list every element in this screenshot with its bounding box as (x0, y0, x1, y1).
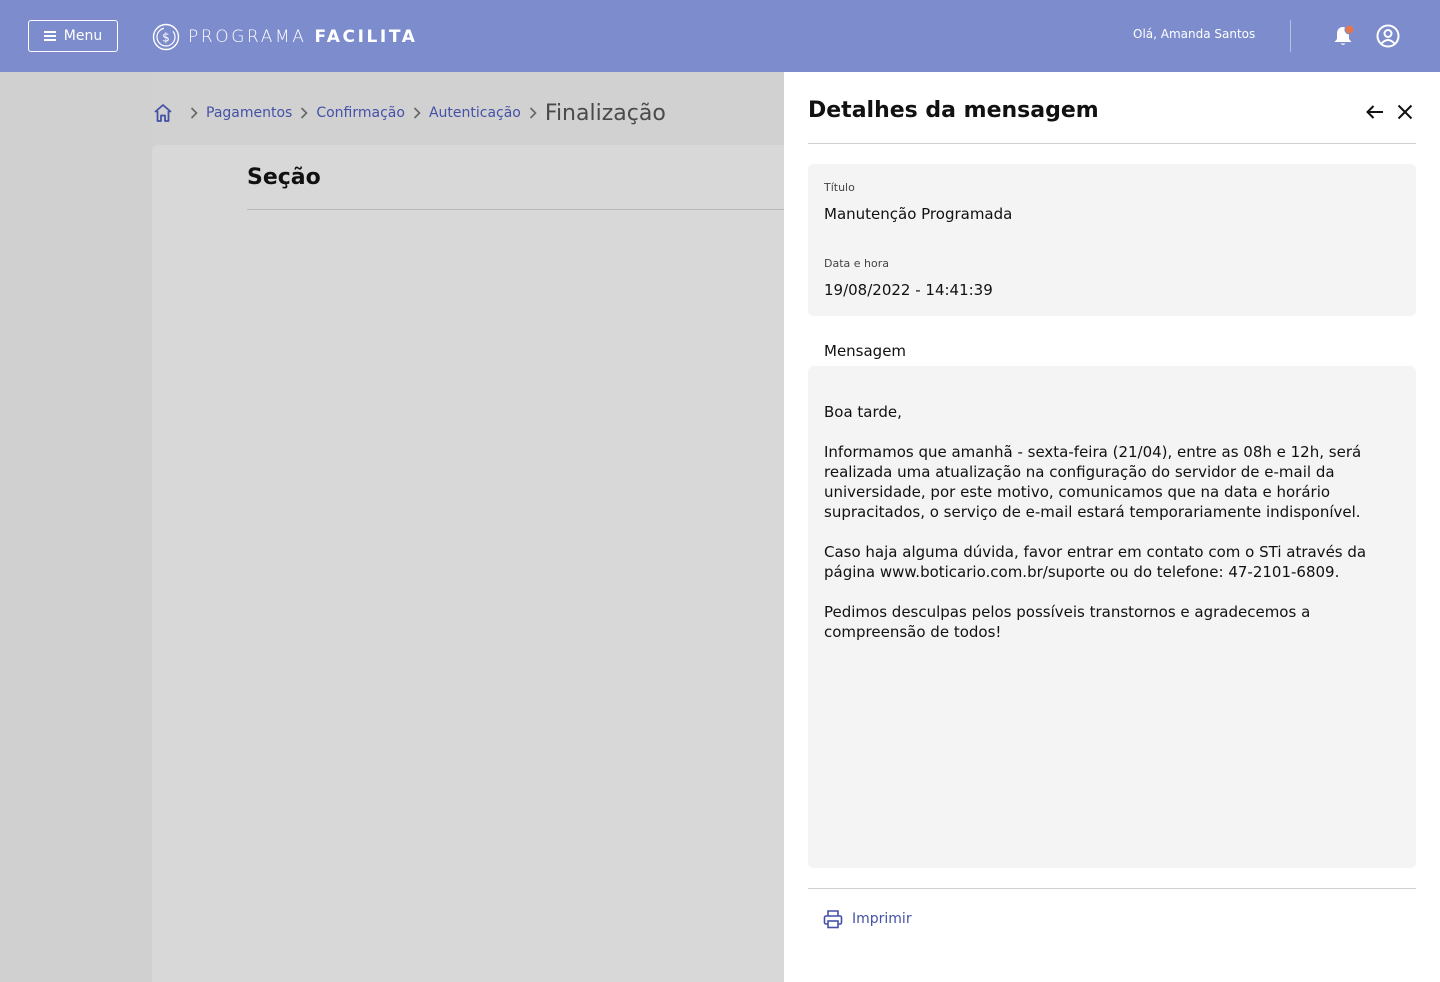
title-value: Manutenção Programada (824, 205, 1013, 223)
close-button[interactable] (1394, 101, 1416, 123)
app-logo[interactable] (152, 22, 418, 52)
message-paragraph: Pedimos desculpas pelos possíveis transtornos e agradecemos a compreensão de todos! (824, 603, 1311, 641)
message-details-drawer (784, 72, 1440, 982)
drawer-footer-divider (808, 888, 1416, 889)
account-button[interactable] (1374, 22, 1402, 50)
breadcrumb-link-confirmacao[interactable]: Confirmação (316, 105, 405, 121)
message-info-box (808, 164, 1416, 316)
menu-button[interactable] (28, 20, 118, 52)
breadcrumb-home[interactable] (152, 102, 174, 124)
message-paragraph: Boa tarde, (824, 403, 902, 421)
datetime-label: Data e hora (824, 257, 889, 270)
chevron-right-icon (296, 105, 312, 121)
section-divider (247, 209, 784, 210)
logo-text-light: PROGRAMA (188, 27, 307, 47)
dollar-coin-icon (152, 23, 180, 51)
section-card (152, 145, 784, 982)
close-icon (1394, 101, 1416, 123)
printer-icon (822, 908, 844, 930)
message-body (808, 366, 1416, 868)
message-label: Mensagem (824, 342, 907, 360)
back-button[interactable] (1364, 101, 1386, 123)
drawer-title: Detalhes da mensagem (808, 98, 1099, 123)
svg-text:$: $ (162, 30, 170, 45)
bell-icon (1330, 23, 1356, 49)
user-greeting: Olá, Amanda Santos (1133, 27, 1256, 41)
logo-text-bold: FACILITA (314, 27, 418, 47)
drawer-header-divider (808, 143, 1416, 144)
breadcrumb (152, 98, 666, 128)
header-divider (1290, 20, 1291, 52)
print-button-label: Imprimir (852, 911, 912, 927)
user-circle-icon (1374, 22, 1402, 50)
chevron-right-icon (525, 105, 541, 121)
logo-text (188, 27, 418, 47)
breadcrumb-link-pagamentos[interactable]: Pagamentos (206, 105, 293, 121)
notifications-button[interactable] (1330, 23, 1356, 49)
menu-button-label: Menu (63, 28, 103, 44)
title-label: Título (824, 181, 855, 194)
arrow-left-icon (1364, 101, 1386, 123)
section-title: Seção (247, 165, 321, 190)
breadcrumb-link-autenticacao[interactable]: Autenticação (428, 105, 521, 121)
print-button[interactable] (822, 908, 912, 930)
datetime-value: 19/08/2022 - 14:41:39 (824, 281, 993, 299)
message-paragraph: Informamos que amanhã - sexta-feira (21/04), entre as 08h e 12h, será realizada uma atualização na configuração do servidor de e-mail da universidade, por este motivo, comunicamos que na data e horário supracitados, o serviço de e-mail estará temporariamente indisponível. (824, 443, 1362, 521)
hamburger-icon (44, 31, 56, 41)
breadcrumb-current: Finalização (544, 100, 666, 126)
message-paragraph: Caso haja alguma dúvida, favor entrar em contato com o STi através da página www.boticario.com.br/suporte ou do telefone: 47-2101-6809. (824, 543, 1367, 581)
home-icon (152, 102, 174, 124)
chevron-right-icon (186, 105, 202, 121)
top-header (0, 0, 1440, 72)
chevron-right-icon (409, 105, 425, 121)
notification-badge (1345, 25, 1354, 34)
